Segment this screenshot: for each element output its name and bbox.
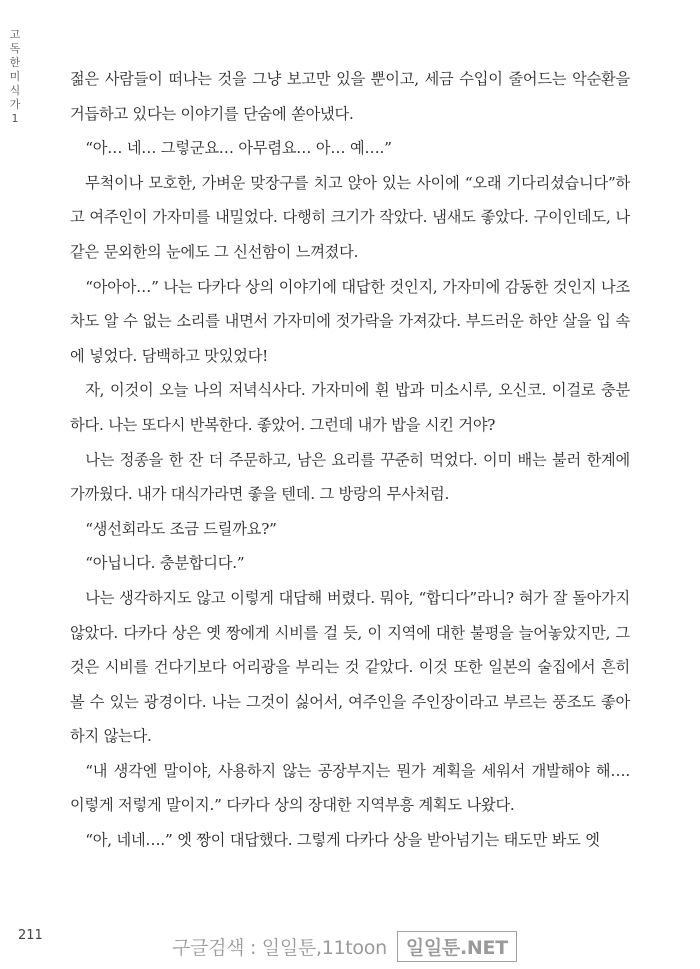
paragraph: “생선회라도 조금 드릴까요?”: [85, 519, 277, 538]
paragraph: 젊은 사람들이 떠나는 것을 그냥 보고만 있을 뿐이고, 세금 수입이 줄어드는 악순환을 거듭하고 있다는 이야기를 단숨에 쏟아냈다.: [70, 70, 630, 123]
paragraph: 나는 정종을 한 잔 더 주문하고, 남은 요리를 꾸준히 먹었다. 이미 배는 불러 한계에 가까웠다. 내가 대식가라면 좋을 텐데. 그 방랑의 무사처럼.: [70, 450, 630, 504]
page-body: [70, 62, 630, 858]
paragraph: “내 생각엔 말이야, 사용하지 않는 공장부지는 뭔가 계획을 세워서 개발해야 해…. 이렇게 저렇게 말이지.” 다카다 상의 장대한 지역부흥 계획도 나왔다.: [70, 761, 630, 815]
paragraph: 나는 생각하지도 않고 이렇게 대답해 버렸다. 뭐야, “합디다”라니? 혀가 잘 돌아가지 않았다. 다카다 상은 옛 짱에게 시비를 걸 듯, 이 지역에 대한 불평을 늘어놓았지만, 그것은 시비를 건다기보다 어리광을 부리는 것 같았다. 이것 또한 일본의 술집에서 흔히 볼 수 있는 광경이다. 나는 그것이 싫어서, 여주인을 주인장이라고 부르는 풍조도 좋아하지 않는다.: [70, 588, 630, 746]
watermark: [172, 930, 517, 962]
paragraph: 자, 이것이 오늘 나의 저녁식사다. 가자미에 흰 밥과 미소시루, 오신코. 이걸로 충분하다. 나는 또다시 반복한다. 좋았어. 그런데 내가 밥을 시킨 거야?: [70, 381, 630, 434]
paragraph: “아아아…” 나는 다카다 상의 이야기에 대답한 것인지, 가자미에 감동한 것인지 나조차도 알 수 없는 소리를 내면서 가자미에 젓가락을 가져갔다. 부드러운 하얀 살을 입 속에 넣었다. 담백하고 맛있었다!: [70, 277, 630, 365]
paragraph: 무척이나 모호한, 가벼운 맞장구를 치고 앉아 있는 사이에 “오래 기다리셨습니다”하고 여주인이 가자미를 내밀었다. 다행히 크기가 작았다. 냄새도 좋았다. 구이인데도, 나 같은 문외한의 눈에도 그 신선함이 느껴졌다.: [70, 173, 630, 261]
book-title-vertical: 고독한 미식가 1: [9, 28, 21, 125]
page-number: 211: [18, 928, 43, 943]
watermark-box-text: 일일툰.NET: [397, 931, 517, 962]
paragraph: “아, 네네….” 엣 짱이 대답했다. 그렇게 다카다 상을 받아넘기는 태도만 봐도 엣: [85, 831, 600, 850]
paragraph: “아닙니다. 충분합디다.”: [85, 554, 245, 573]
watermark-text: 구글검색 : 일일툰,11toon: [172, 936, 387, 959]
paragraph: “아… 네… 그렇군요… 아무렴요… 아… 예….”: [85, 139, 392, 158]
